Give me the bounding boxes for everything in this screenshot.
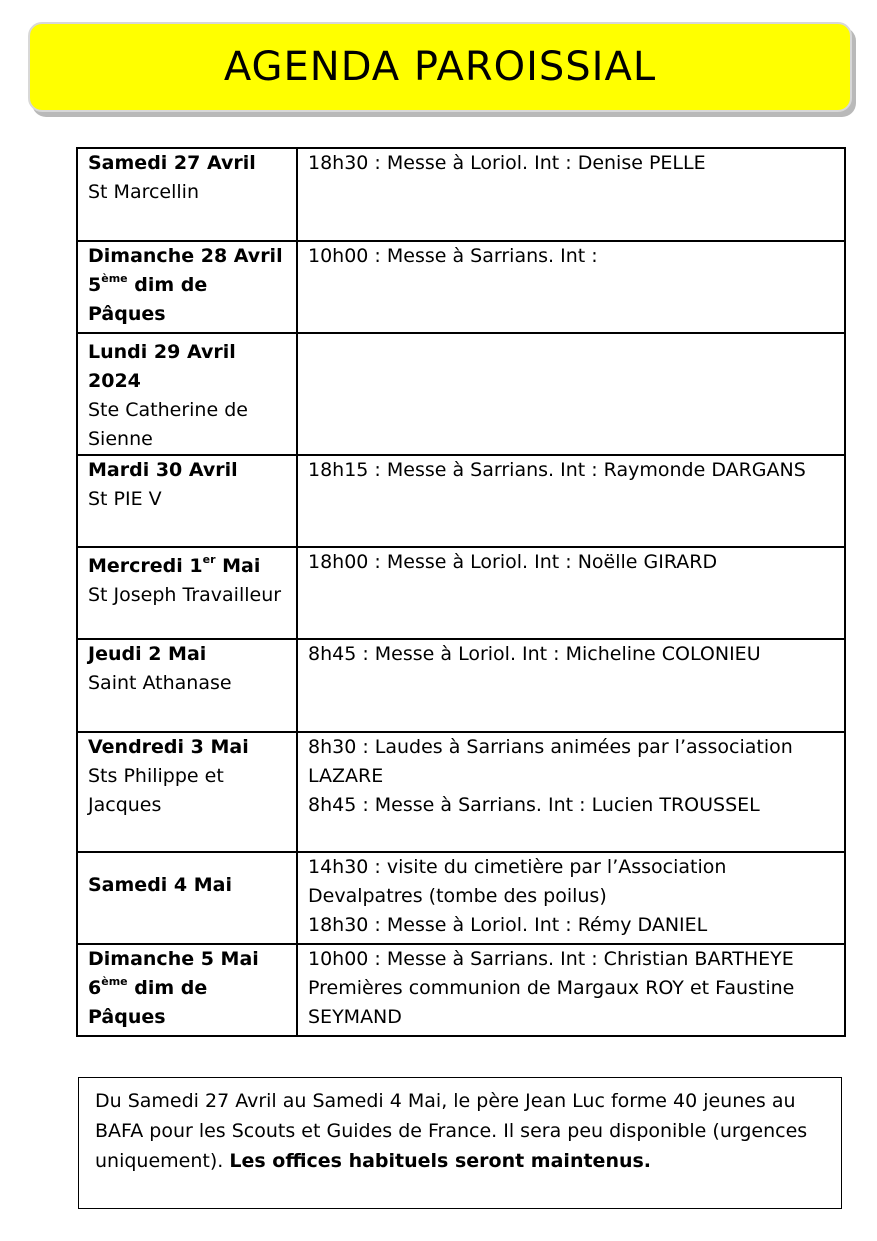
day-name: Samedi 4 Mai [88,874,232,896]
events-cell [297,148,845,241]
events-cell [297,639,845,732]
events-cell [297,944,845,1036]
day-cell [77,732,297,852]
table-row [77,944,845,1036]
day-cell [77,547,297,639]
event-line: 18h30 : Messe à Loriol. Int : Rémy DANIEL [308,914,708,936]
feast-name: Saint Athanase [88,672,232,694]
events-cell [297,732,845,852]
day-cell [77,944,297,1036]
day-name: Jeudi 2 Mai [88,643,207,665]
event-line: 10h00 : Messe à Sarrians. Int : [308,245,598,267]
day-cell [77,639,297,732]
day-name: Mardi 30 Avril [88,459,238,481]
day-name: Lundi 29 Avril 2024 [88,341,236,392]
feast-name: St Marcellin [88,181,199,203]
event-line: 8h45 : Messe à Sarrians. Int : Lucien TROUSSEL [308,794,760,816]
table-row [77,148,845,241]
event-line: 8h45 : Messe à Loriol. Int : Micheline COLONIEU [308,643,761,665]
table-row [77,547,845,639]
day-cell [77,241,297,333]
event-line: 18h00 : Messe à Loriol. Int : Noëlle GIRARD [308,551,718,573]
events-cell [297,333,845,455]
title-banner [28,22,852,112]
event-line: 8h30 : Laudes à Sarrians animées par l’association LAZARE [308,736,793,787]
feast-name: St PIE V [88,488,162,510]
event-line: 18h30 : Messe à Loriol. Int : Denise PELLE [308,152,706,174]
events-cell [297,455,845,547]
feast-name: Sts Philippe et Jacques [88,765,224,816]
day-name: Samedi 27 Avril [88,152,256,174]
day-name: Dimanche 28 Avril [88,245,283,267]
day-name: Mercredi 1er Mai [88,552,261,577]
events-cell [297,241,845,333]
event-line: Premières communion de Margaux ROY et Faustine SEYMAND [308,977,795,1028]
notice-box [78,1077,842,1209]
table-row [77,455,845,547]
day-cell [77,852,297,944]
day-name: Dimanche 5 Mai [88,948,259,970]
day-cell [77,455,297,547]
table-row [77,639,845,732]
day-cell [77,333,297,455]
notice-text: Du Samedi 27 Avril au Samedi 4 Mai, le père Jean Luc forme 40 jeunes au BAFA pour les Scouts et Guides de France. Il sera peu disponible (urgences uniquement). [95,1090,808,1172]
day-name: Vendredi 3 Mai [88,736,249,758]
event-line: 14h30 : visite du cimetière par l’Association Devalpatres (tombe des poilus) [308,856,727,907]
events-cell [297,852,845,944]
agenda-table [76,147,846,1037]
feast-name: 6ème dim de Pâques [88,974,208,1028]
feast-name: St Joseph Travailleur [88,584,282,606]
event-line: 18h15 : Messe à Sarrians. Int : Raymonde DARGANS [308,459,806,481]
feast-name: 5ème dim de Pâques [88,271,208,325]
event-line: 10h00 : Messe à Sarrians. Int : Christian BARTHEYE [308,948,794,970]
page-title: AGENDA PAROISSIAL [223,44,657,90]
notice-bold-text: Les offices habituels seront maintenus. [229,1150,652,1172]
events-cell [297,547,845,639]
table-row [77,241,845,333]
table-row [77,852,845,944]
table-row [77,333,845,455]
table-row [77,732,845,852]
feast-name: Ste Catherine de Sienne [88,399,248,450]
day-cell [77,148,297,241]
